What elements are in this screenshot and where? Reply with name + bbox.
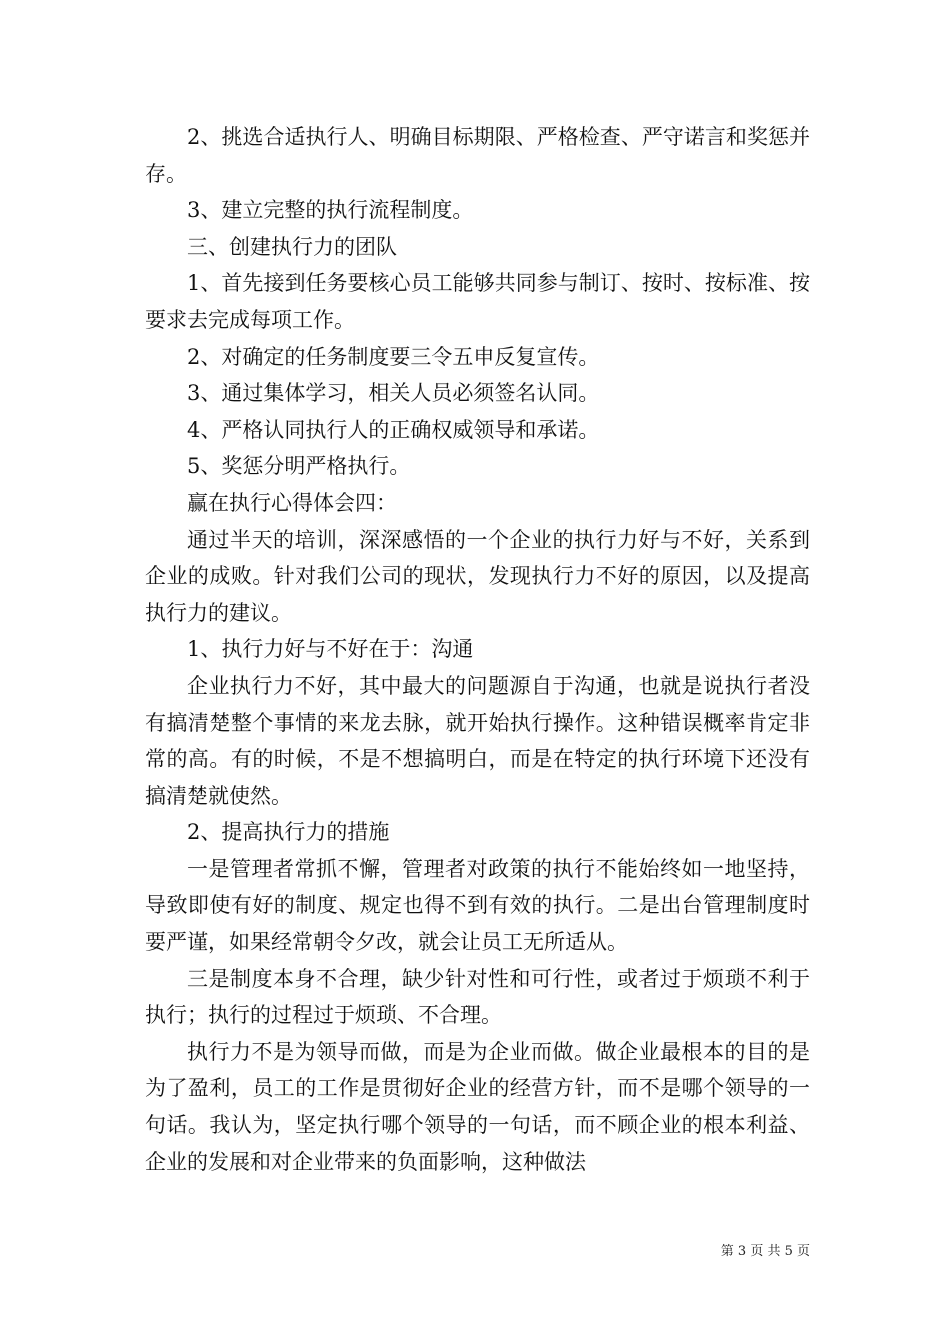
paragraph: 三是制度本身不合理，缺少针对性和可行性，或者过于烦琐不利于执行；执行的过程过于烦琐、不合理。: [145, 966, 810, 1028]
paragraph: 企业执行力不好，其中最大的问题源自于沟通，也就是说执行者没有搞清楚整个事情的来龙去脉，就开始执行操作。这种错误概率肯定非常的高。有的时候，不是不想搞明白，而是在特定的执行环境下还没有搞清楚就使然。: [145, 673, 810, 808]
paragraph: 5、奖惩分明严格执行。: [187, 454, 411, 479]
section-heading: 三、创建执行力的团队: [187, 234, 397, 259]
document-body: [145, 119, 810, 1180]
paragraph: 2、对确定的任务制度要三令五申反复宣传。: [187, 344, 600, 369]
paragraph: 一是管理者常抓不懈，管理者对政策的执行不能始终如一地坚持，导致即使有好的制度、规定也得不到有效的执行。二是出台管理制度时要严谨，如果经常朝令夕改，就会让员工无所适从。: [145, 856, 810, 955]
paragraph: 1、首先接到任务要核心员工能够共同参与制订、按时、按标准、按要求去完成每项工作。: [145, 271, 810, 332]
paragraph: 1、执行力好与不好在于：沟通: [187, 637, 474, 662]
paragraph: 3、建立完整的执行流程制度。: [187, 198, 474, 223]
paragraph: 3、通过集体学习，相关人员必须签名认同。: [187, 381, 600, 406]
paragraph: 执行力不是为领导而做，而是为企业而做。做企业最根本的目的是为了盈利，员工的工作是贯彻好企业的经营方针，而不是哪个领导的一句话。我认为，坚定执行哪个领导的一句话，而不顾企业的根本利益、企业的发展和对企业带来的负面影响，这种做法: [145, 1039, 810, 1174]
paragraph: 4、严格认同执行人的正确权威领导和承诺。: [187, 417, 600, 442]
page-number-footer: 第 3 页 共 5 页: [720, 1244, 810, 1259]
paragraph: 2、提高执行力的措施: [187, 820, 390, 845]
paragraph: 通过半天的培训，深深感悟的一个企业的执行力好与不好，关系到企业的成败。针对我们公司的现状，发现执行力不好的原因，以及提高执行力的建议。: [145, 527, 810, 625]
paragraph: 2、挑选合适执行人、明确目标期限、严格检查、严守诺言和奖惩并存。: [145, 125, 810, 186]
section-heading: 赢在执行心得体会四：: [187, 490, 397, 515]
